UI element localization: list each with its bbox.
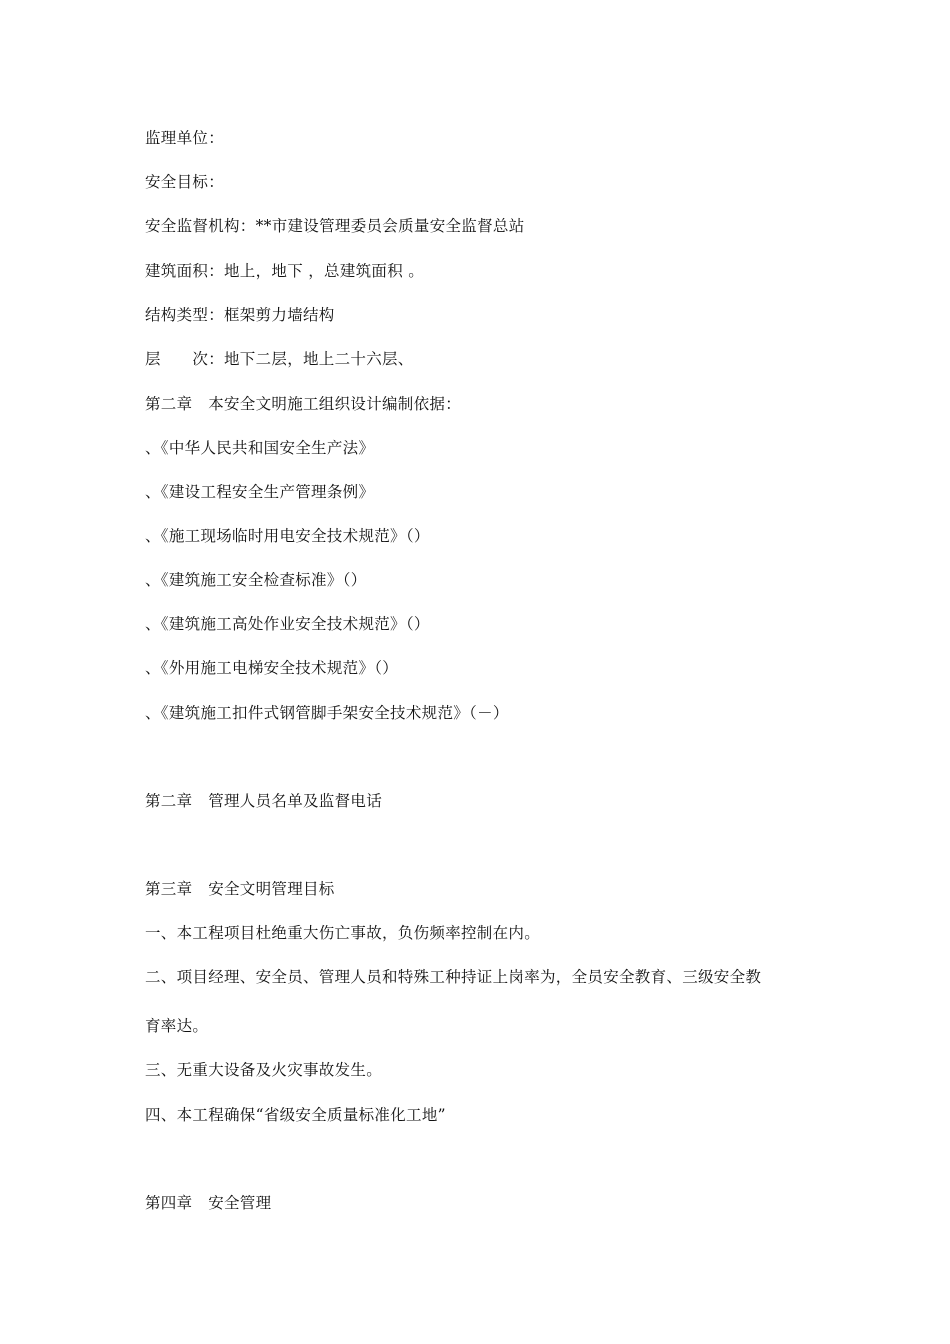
goal-item: 三、无重大设备及火灾事故发生。 xyxy=(145,1061,383,1079)
safety-goal-line: 安全目标： xyxy=(145,173,225,191)
basis-item: 、《建筑施工扣件式钢管脚手架安全技术规范》（－） xyxy=(145,704,509,722)
chapter-heading: 第二章 本安全文明施工组织设计编制依据： xyxy=(145,395,462,413)
chapter-heading: 第四章 安全管理 xyxy=(145,1194,272,1212)
basis-item: 、《外用施工电梯安全技术规范》（） xyxy=(145,659,399,677)
basis-item: 、《建筑施工安全检查标准》（） xyxy=(145,571,367,589)
floors-line: 层 次：地下二层，地上二十六层、 xyxy=(145,350,414,368)
basis-item: 、《建筑施工高处作业安全技术规范》（） xyxy=(145,615,430,633)
goal-item-continuation: 育率达。 xyxy=(145,1017,209,1035)
goal-item: 四、本工程确保“省级安全质量标准化工地” xyxy=(145,1106,446,1124)
basis-item: 、《建设工程安全生产管理条例》 xyxy=(145,483,375,501)
goal-item: 一、本工程项目杜绝重大伤亡事故，负伤频率控制在内。 xyxy=(145,924,541,942)
goal-item: 二、项目经理、安全员、管理人员和特殊工种持证上岗率为，全员安全教育、三级安全教 xyxy=(145,968,762,986)
chapter-heading: 第三章 安全文明管理目标 xyxy=(145,880,335,898)
chapter-heading: 第二章 管理人员名单及监督电话 xyxy=(145,792,383,810)
structure-type-line: 结构类型：框架剪力墙结构 xyxy=(145,306,335,324)
supervision-unit-line: 监理单位： xyxy=(145,129,225,147)
basis-item: 、《中华人民共和国安全生产法》 xyxy=(145,439,375,457)
building-area-line: 建筑面积：地上，地下 ，总建筑面积 。 xyxy=(145,262,425,280)
basis-item: 、《施工现场临时用电安全技术规范》（） xyxy=(145,527,430,545)
safety-supervision-agency-line: 安全监督机构：**市建设管理委员会质量安全监督总站 xyxy=(145,217,525,235)
